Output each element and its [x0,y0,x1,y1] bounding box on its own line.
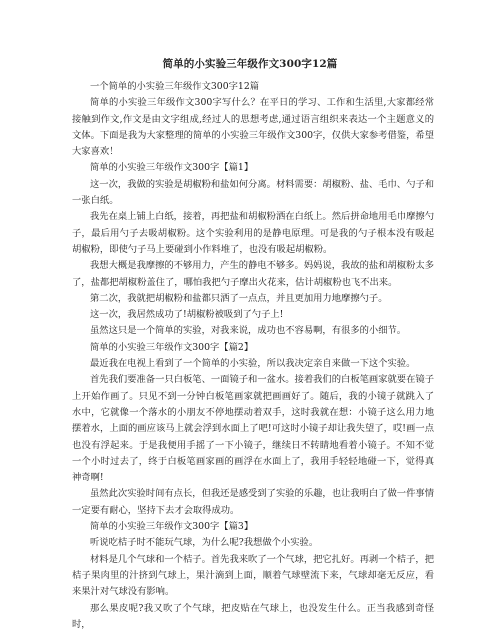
body-paragraph: 第二次，我就把胡椒粉和盐都只洒了一点点，并且更加用力地摩擦勺子。 [72,291,434,307]
body-paragraph: 这一次，我做的实验是胡椒粉和盐如何分离。材料需要：胡椒粉、盐、毛巾、勺子和一张白纸。 [72,177,434,210]
section-heading: 简单的小实验三年级作文300字【篇1】 [72,160,434,176]
page-title: 简单的小实验三年级作文300字12篇 [0,56,500,71]
body-paragraph: 虽然这只是一个简单的实验，对我来说，成功也不容易啊，有很多的小细节。 [72,323,434,339]
body-paragraph: 那么果皮呢?我又吹了个气球，把皮贴在气球上，也没发生什么。正当我感到奇怪时， [72,601,434,633]
article-body [72,79,434,633]
section-heading: 简单的小实验三年级作文300字【篇2】 [72,340,434,356]
body-paragraph: 听说吃桔子时不能玩气球，为什么呢?我想做个小实验。 [72,535,434,551]
body-paragraph: 我想大概是我摩擦的不够用力，产生的静电不够多。妈妈说，我故的盐和胡椒粉太多了，盐都把胡椒粉盖住了，哪怕我把勺子摩出火花来，估计胡椒粉也飞不出来。 [72,258,434,291]
body-paragraph: 最近我在电视上看到了一个简单的小实验，所以我决定亲自来做一下这个实验。 [72,356,434,372]
subtitle: 一个简单的小实验三年级作文300字12篇 [72,79,434,95]
section-heading: 简单的小实验三年级作文300字【篇3】 [72,519,434,535]
intro-paragraph: 简单的小实验三年级作文300字写什么？在平日的学习、工作和生活里,大家都经常接触到作文,作文是由文字组成,经过人的思想考虑,通过语言组织来表达一个主题意义的文体。下面是我为大家整理的简单的小实验三年级作文300字，仅供大家参考借鉴，希望大家喜欢！ [72,95,434,160]
body-paragraph: 我先在桌上铺上白纸，接着，再把盐和胡椒粉洒在白纸上。然后拼命地用毛巾摩擦勺子，最后用勺子去吸胡椒粉。这个实验利用的是静电原理。可是我的勺子根本没有吸起胡椒粉，即使勺子马上要碰到小作料堆了，也没有吸起胡椒粉。 [72,209,434,258]
body-paragraph: 虽然此次实验时间有点长，但我还是感受到了实验的乐趣，也让我明白了做一件事情一定要有耐心，坚持下去才会取得成功。 [72,486,434,519]
body-paragraph: 首先我们要准备一只白板笔、一面镜子和一盆水。接着我们的白板笔画家就要在镜子上开始作画了。只见不到一分钟白板笔画家就把画画好了。随后，我的小镜子就跳入了水中，它就像一个落水的小朋友不停地摆动着双手，这时我就在想：小镜子这么用力地摆着水，上面的画应该马上就会浮到水面上了吧!可这时小镜子却让我失望了，哎!画一点也没有浮起来。于是我便用手摇了一下小镜子，继续日不转睛地看着小镜子。不知不觉一个小时过去了，终于白板笔画家画的画浮在水面上了，我用手轻轻地碰一下，觉得真神奇啊! [72,372,434,486]
body-paragraph: 材料是几个气球和一个桔子。首先我来吹了一个气球，把它扎好。再剥一个桔子，把桔子果肉里的汁挤到气球上，果汁滴到上面，顺着气球壁流下来，气球却毫无反应，看来果汁对气球没有影响。 [72,552,434,601]
body-paragraph: 这一次，我居然成功了!胡椒粉被吸到了勺子上! [72,307,434,323]
